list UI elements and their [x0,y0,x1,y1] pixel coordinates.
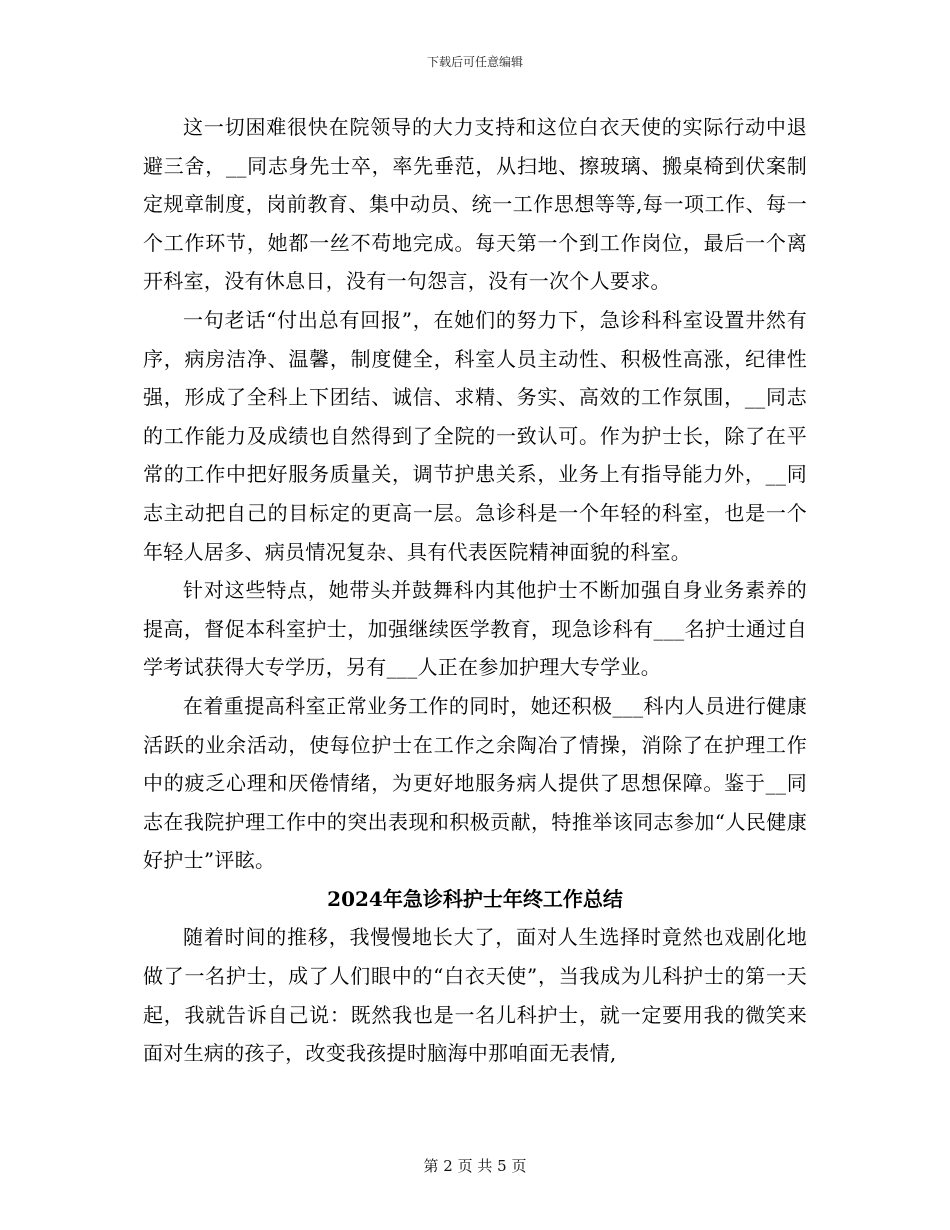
section-title: 2024年急诊科护士年终工作总结 [327,886,623,911]
paragraph-3: 针对这些特点，她带头并鼓舞科内其他护士不断加强自身业务素养的提高，督促本科室护士，加强继续医学教育，现急诊科有___名护士通过自学考试获得大专学历，另有___人正在参加护理大专学业。 [143,578,807,680]
document-body [143,108,807,1073]
section-paragraph-1: 随着时间的推移，我慢慢地长大了，面对人生选择时竟然也戏剧化地做了一名护士，成了人们眼中的“白衣天使”，当我成为儿科护士的第一天起，我就告诉自己说：既然我也是一名儿科护士，就一定要用我的微笑来面对生病的孩子，改变我孩提时脑海中那咱面无表情, [143,925,807,1066]
page-header: 下载后可任意编辑 [426,55,523,69]
paragraph-2: 一句老话“付出总有回报”，在她们的努力下，急诊科科室设置井然有序，病房洁净、温馨，制度健全，科室人员主动性、积极性高涨，纪律性强，形成了全科上下团结、诚信、求精、务实、高效的工作氛围，__同志的工作能力及成绩也自然得到了全院的一致认可。作为护士长，除了在平常的工作中把好服务质量关，调节护患关系，业务上有指导能力外，__同志主动把自己的目标定的更高一层。急诊科是一个年轻的科室，也是一个年轻人居多、病员情况复杂、具有代表医院精神面貌的科室。 [143,307,807,564]
paragraph-4: 在着重提高科室正常业务工作的同时，她还积极___科内人员进行健康活跃的业余活动，使每位护士在工作之余陶冶了情操，消除了在护理工作中的疲乏心理和厌倦情绪，为更好地服务病人提供了思想保障。鉴于__同志在我院护理工作中的突出表现和积极贡献，特推举该同志参加“人民健康好护士”评眩。 [143,693,807,873]
paragraph-1: 这一切困难很快在院领导的大力支持和这位白衣天使的实际行动中退避三舍，__同志身先士卒，率先垂范，从扫地、擦玻璃、搬桌椅到伏案制定规章制度，岗前教育、集中动员、统一工作思想等等,每一项工作、每一个工作环节，她都一丝不苟地完成。每天第一个到工作岗位，最后一个离开科室，没有休息日，没有一句怨言，没有一次个人要求。 [143,115,807,294]
page-number: 第 2 页 共 5 页 [423,1157,527,1175]
